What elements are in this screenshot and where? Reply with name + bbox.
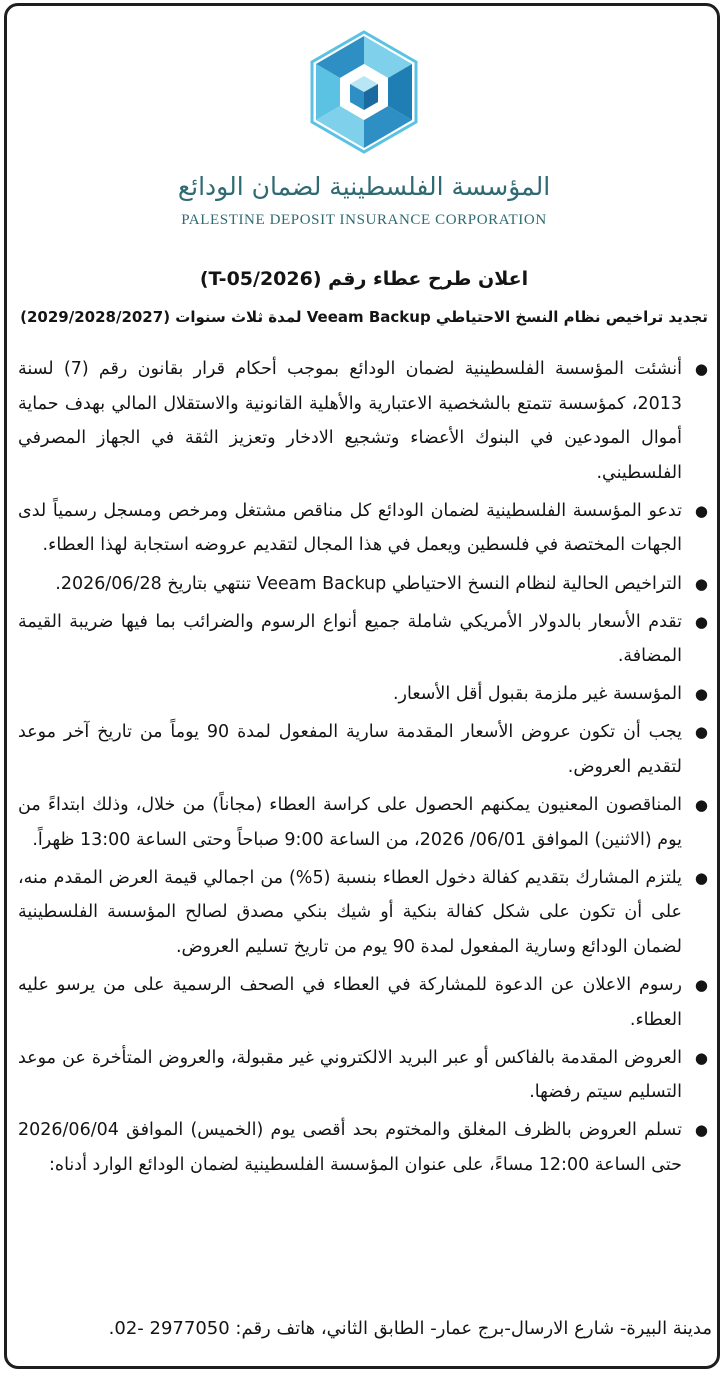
list-item [14, 788, 714, 857]
organization-name-english: PALESTINE DEPOSIT INSURANCE CORPORATION [181, 212, 547, 228]
bullet-icon: ● [694, 501, 708, 520]
item-text: أنشئت المؤسسة الفلسطينية لضمان الودائع بموجب أحكام قرار بقانون رقم (7) لسنة 2013، كمؤسسة تتمتع بالشخصية الاعتبارية والأهلية القانونية والاستقلال المالي بهدف حماية أموال المودعين في البنوك الأعضاء وتشجيع الادخار وتعزيز الثقة في الجهاز المصرفي الفلسطيني. [18, 359, 683, 483]
bullet-icon: ● [694, 976, 708, 995]
list-item [14, 677, 714, 712]
bullet-icon: ● [694, 868, 708, 887]
bullet-icon: ● [694, 612, 708, 631]
bullet-icon: ● [694, 574, 708, 593]
item-text: العروض المقدمة بالفاكس أو عبر البريد الالكتروني غير مقبولة، والعروض المتأخرة عن موعد التسليم سيتم رفضها. [18, 1047, 682, 1103]
list-item [14, 861, 714, 965]
bullet-icon: ● [694, 685, 708, 704]
item-text: رسوم الاعلان عن الدعوة للمشاركة في العطاء في الصحف الرسمية على من يرسو عليه العطاء. [18, 975, 682, 1030]
organization-name-arabic: المؤسسة الفلسطينية لضمان الودائع [177, 172, 551, 201]
terms-list [14, 352, 714, 1186]
bullet-icon: ● [694, 723, 708, 742]
item-text: تسلم العروض بالظرف المغلق والمختوم بحد أقصى يوم (الخميس) الموافق 2026/06/04 حتى الساعة 12:00 مساءً، على عنوان المؤسسة الفلسطينية لضمان الودائع الوارد أدناه: [18, 1120, 682, 1176]
item-text: تدعو المؤسسة الفلسطينية لضمان الودائع كل مناقص مشتغل ومرخص ومسجل رسمياً لدى الجهات المختصة في فلسطين ويعمل في هذا المجال لتقديم عروضه استجابة لهذا العطاء. [18, 500, 682, 556]
item-text: التراخيص الحالية لنظام النسخ الاحتياطي Veeam Backup تنتهي بتاريخ 2026/06/28. [55, 573, 682, 594]
list-item [14, 1113, 714, 1182]
item-text: المؤسسة غير ملزمة بقبول أقل الأسعار. [392, 684, 682, 705]
list-item [14, 1041, 714, 1110]
list-item [14, 567, 714, 602]
bullet-icon: ● [694, 360, 708, 378]
item-text: يجب أن تكون عروض الأسعار المقدمة سارية المفعول لمدة 90 يوماً من تاريخ آخر موعد لتقديم العروض. [18, 722, 682, 778]
bullet-icon: ● [694, 1121, 708, 1140]
bullet-icon: ● [694, 1048, 708, 1067]
announcement-title: اعلان طرح عطاء رقم (T-05/2026) [199, 268, 529, 290]
bullet-icon: ● [694, 796, 708, 815]
list-item [14, 494, 714, 563]
list-item [14, 968, 714, 1037]
logo [0, 30, 728, 160]
list-item [14, 715, 714, 784]
list-item [14, 352, 714, 490]
hexagon-cube-logo-icon [304, 30, 424, 154]
item-text: يلتزم المشارك بتقديم كفالة دخول العطاء بنسبة (5%) من اجمالي قيمة العرض المقدم منه، على أن تكون على شكل كفالة بنكية أو شيك بنكي مصدق لصالح المؤسسة الفلسطينية لضمان الودائع وسارية المفعول لمدة 90 يوم من تاريخ تسليم العروض. [18, 867, 682, 957]
list-item [14, 605, 714, 674]
item-text: المناقصون المعنيون يمكنهم الحصول على كراسة العطاء (مجاناً) من خلال، وذلك ابتداءً من يوم (الاثنين) الموافق 06/01/ 2026، من الساعة 9:00 صباحاً وحتى الساعة 13:00 ظهراً. [18, 795, 682, 850]
item-text: تقدم الأسعار بالدولار الأمريكي شاملة جميع أنواع الرسوم والضرائب بما فيها ضريبة القيمة المضافة. [18, 611, 682, 667]
announcement-subject: تجديد تراخيص نظام النسخ الاحتياطي Veeam Backup لمدة ثلاث سنوات (2029/2028/2027) [20, 308, 708, 326]
address-line: مدينة البيرة- شارع الارسال-برج عمار- الطابق الثاني، هاتف رقم: 2977050 -02. [108, 1318, 712, 1339]
